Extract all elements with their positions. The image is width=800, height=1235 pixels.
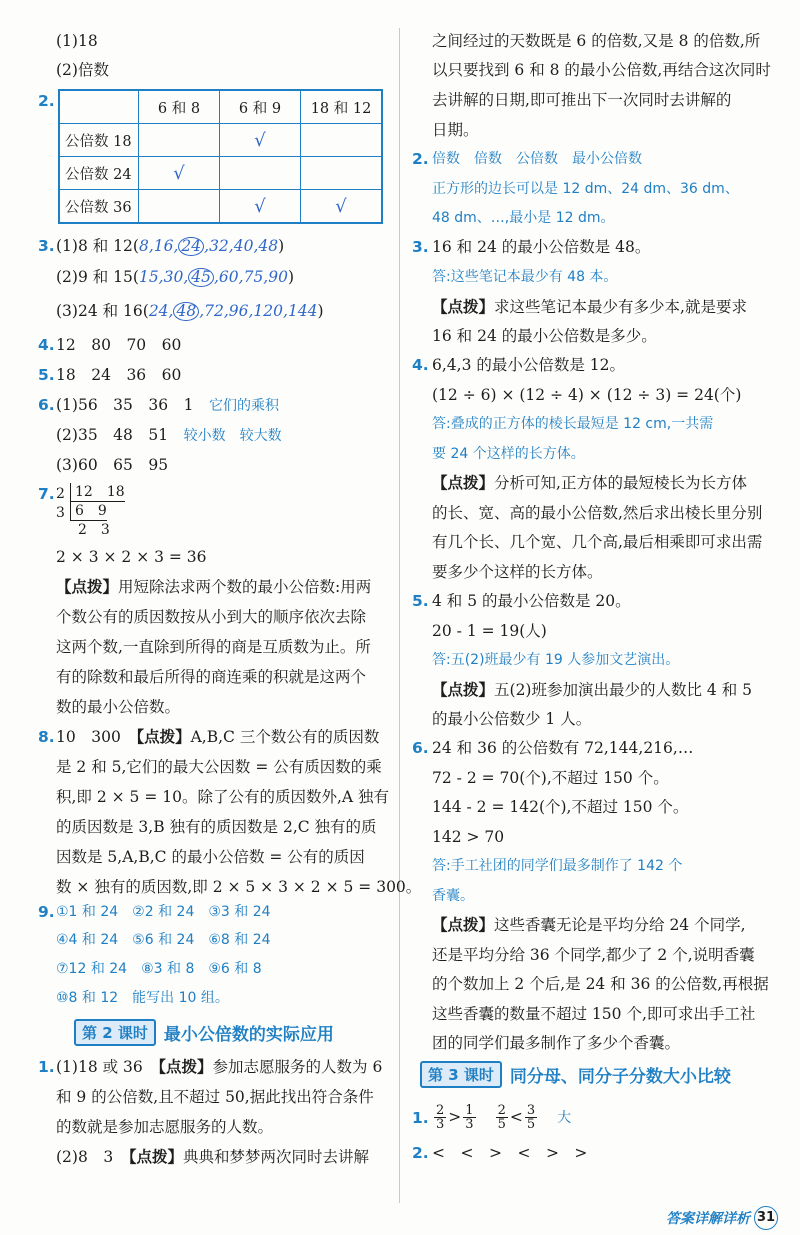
tip-text: 典典和梦梦两次同时去讲解 — [182, 1148, 369, 1166]
numerator: 3 — [526, 1102, 536, 1118]
q6-part1 — [56, 394, 279, 417]
division-row: 6 9 — [70, 502, 107, 521]
fraction — [525, 1104, 537, 1131]
q5-equation: 20 - 1 = 19(人) — [432, 622, 547, 640]
q5-number: 5. — [412, 592, 429, 610]
tip-label: 【点拨】 — [432, 297, 495, 316]
q4-statement: 6,4,3 的最小公倍数是 12。 — [432, 356, 626, 374]
tip-label: 【点拨】 — [432, 473, 495, 492]
table-cell — [301, 157, 383, 190]
q6-part3: (3)60 65 95 — [56, 456, 169, 474]
numerator: 2 — [436, 1102, 445, 1118]
fraction — [496, 1104, 508, 1131]
tip-text: 的质因数是 3,B 独有的质因数是 2,C 独有的质 — [56, 818, 377, 836]
table-row — [59, 190, 382, 224]
tip-text: 用短除法求两个数的最小公倍数:用两 — [118, 578, 372, 596]
tip-continued: 去讲解的日期,即可推出下一次同时去讲解的 — [432, 91, 732, 109]
tip-text: 团的同学们最多制作了多少个香囊。 — [432, 1034, 681, 1052]
tip-text: 有几个长、几个宽、几个高,最后相乘即可求出需 — [432, 533, 763, 551]
table-header: 18 和 12 — [301, 90, 383, 124]
tip-text: 五(2)班参加演出最少的人数比 4 和 5 — [494, 681, 752, 699]
tip-text: 参加志愿服务的人数为 6 — [212, 1058, 383, 1076]
tip-label: 【点拨】 — [432, 680, 495, 699]
tip-label: 【点拨】 — [432, 915, 495, 934]
tip-text: 16 和 24 的最小公倍数是多少。 — [432, 327, 657, 345]
tip-text: 和 9 的公倍数,且不超过 50,据此找出符合条件 — [56, 1088, 374, 1106]
comparison-sign: > — [448, 1108, 462, 1126]
q9-line4: ⑩8 和 12 能写出 10 组。 — [56, 990, 229, 1006]
q7-tip — [56, 576, 371, 598]
common-multiple-table — [58, 89, 383, 224]
tip-label: 【点拨】 — [128, 1147, 183, 1166]
page-number: 31 — [754, 1206, 778, 1230]
tip-text: 还是平均分给 36 个同学,都少了 2 个,说明香囊 — [432, 946, 755, 964]
q5-tip — [432, 679, 752, 701]
q6-part2 — [56, 424, 282, 447]
q6-answer: 答:手工社团的同学们最多制作了 142 个 — [432, 858, 683, 874]
q9-number: 9. — [38, 903, 55, 921]
q9-line3: ⑦12 和 24 ⑧3 和 8 ⑨6 和 8 — [56, 961, 262, 977]
handwritten-answer: ,32,40,48 — [204, 237, 279, 255]
table-row — [59, 157, 382, 190]
q6-number: 6. — [412, 739, 429, 757]
q6b-text: (2)35 48 51 — [56, 426, 169, 444]
fraction-comparison — [432, 1098, 571, 1136]
q6-number: 6. — [38, 396, 55, 414]
tip-continued: 以只要找到 6 和 8 的最小公倍数,再结合这次同时 — [432, 61, 771, 79]
q4-tip — [432, 472, 747, 494]
q8-answer — [56, 726, 379, 748]
tip-text: 的最小公倍数少 1 人。 — [432, 710, 592, 728]
denominator: 5 — [526, 1116, 536, 1132]
division-row: 12 18 — [70, 483, 125, 502]
q6-statement: 24 和 36 的公倍数有 72,144,216,… — [432, 739, 694, 757]
p1-line4 — [56, 1146, 369, 1168]
q6-tip — [432, 914, 746, 936]
tip-text: 有的除数和最后所得的商连乘的积就是这两个 — [56, 668, 367, 686]
table-header: 6 和 8 — [139, 90, 220, 124]
q6a-answer: 它们的乘积 — [209, 398, 280, 414]
q3b-close: ) — [287, 268, 295, 286]
table-cell — [139, 190, 220, 224]
l3-q1-answer: 大 — [557, 1110, 572, 1126]
q4-answer: 答:叠成的正方体的棱长最短是 12 cm,一共需 — [432, 416, 714, 432]
tip-text: 分析可知,正方体的最短棱长为长方体 — [494, 474, 747, 492]
p1-line1 — [56, 1056, 382, 1078]
table-row — [59, 124, 382, 157]
q3a-close: ) — [278, 237, 285, 255]
fraction — [434, 1104, 446, 1131]
tip-text: 积,即 2 × 5 = 10。除了公有的质因数外,A 独有 — [56, 788, 390, 806]
tip-text: 是 2 和 5,它们的最大公因数 = 公有质因数的乘 — [56, 758, 382, 776]
table-row-label: 公倍数 36 — [59, 190, 139, 224]
p1d-answer: (2)8 3 — [56, 1148, 114, 1166]
table-cell: √ — [220, 124, 301, 157]
lesson-badge: 第 3 课时 — [420, 1061, 502, 1088]
l3-q1-number: 1. — [412, 1109, 429, 1127]
tip-label: 【点拨】 — [158, 1057, 213, 1076]
tip-text: 数的最小公倍数。 — [56, 698, 181, 716]
circled-answer: 45 — [188, 268, 214, 287]
q2-answer-detail: 48 dm、…,最小是 12 dm。 — [432, 210, 615, 226]
q7-number: 7. — [38, 485, 55, 503]
tip-text: 数 × 独有的质因数,即 2 × 5 × 3 × 2 × 5 = 300。 — [56, 878, 422, 896]
q6-comparison: 142 > 70 — [432, 828, 505, 846]
lesson-title: 同分母、同分子分数大小比较 — [509, 1066, 731, 1087]
tip-text: 这两个数,一直除到所得的商是互质数为止。所 — [56, 638, 371, 656]
q3-part1 — [56, 235, 284, 257]
lesson-3-header — [420, 1060, 731, 1088]
q4-number: 4. — [412, 356, 429, 374]
tip-label: 【点拨】 — [56, 577, 119, 596]
table-cell — [220, 157, 301, 190]
table-header: 6 和 9 — [220, 90, 301, 124]
handwritten-answer: 24, — [148, 302, 174, 320]
handwritten-answer: 8,16, — [138, 237, 179, 255]
tip-label: 【点拨】 — [136, 727, 191, 746]
q3c-text: (3)24 和 16( — [56, 302, 149, 320]
circled-answer: 24 — [178, 237, 204, 256]
q3-tip — [432, 296, 747, 318]
q3-part2 — [56, 266, 294, 288]
tip-text: 的长、宽、高的最小公倍数,然后求出棱长里分别 — [432, 504, 763, 522]
q6-answer: 香囊。 — [432, 888, 474, 904]
q7-equation: 2 × 3 × 2 × 3 = 36 — [56, 548, 207, 566]
p1-number: 1. — [38, 1058, 55, 1076]
lesson-badge: 第 2 课时 — [74, 1019, 156, 1046]
table-corner — [59, 90, 139, 124]
handwritten-answer: ,60,75,90 — [214, 268, 288, 286]
lesson-title: 最小公倍数的实际应用 — [163, 1024, 334, 1045]
comparison-sign: < — [509, 1108, 523, 1126]
tip-text: 因数是 5,A,B,C 的最小公倍数 = 公有的质因 — [56, 848, 365, 866]
q3-statement: 16 和 24 的最小公倍数是 48。 — [432, 238, 651, 256]
numerator: 2 — [497, 1102, 506, 1118]
denominator: 5 — [497, 1116, 506, 1132]
table-row-label: 公倍数 24 — [59, 157, 139, 190]
q3b-text: (2)9 和 15( — [56, 268, 139, 286]
l3-q2-answer: < < > < > > — [432, 1144, 588, 1162]
l3-q2-number: 2. — [412, 1144, 429, 1162]
table-cell: √ — [139, 157, 220, 190]
tip-text: 的个数加上 2 个后,是 24 和 36 的公倍数,再根据 — [432, 975, 769, 993]
tip-text: 个数公有的质因数按从小到大的顺序依次去除 — [56, 608, 367, 626]
q5-answer: 18 24 36 60 — [56, 366, 182, 384]
column-divider — [399, 28, 400, 1203]
q5-statement: 4 和 5 的最小公倍数是 20。 — [432, 592, 631, 610]
q4-number: 4. — [38, 336, 55, 354]
p1a-answer: (1)18 或 36 — [56, 1058, 143, 1076]
q3a-text: (1)8 和 12( — [56, 237, 139, 255]
table-cell — [301, 124, 383, 157]
q6-equation: 72 - 2 = 70(个),不超过 150 个。 — [432, 769, 669, 787]
divisor: 2 — [56, 486, 65, 502]
q5-number: 5. — [38, 366, 55, 384]
circled-answer: 48 — [173, 302, 199, 321]
table-cell — [139, 124, 220, 157]
tip-text: 要多少个这样的长方体。 — [432, 563, 603, 581]
q2-answer: 倍数 倍数 公倍数 最小公倍数 — [432, 151, 642, 167]
table-cell: √ — [301, 190, 383, 224]
tip-text: 求这些笔记本最少有多少本,就是要求 — [494, 298, 747, 316]
q4-equation: (12 ÷ 6) × (12 ÷ 4) × (12 ÷ 3) = 24(个) — [432, 386, 742, 404]
handwritten-answer: 15,30, — [138, 268, 189, 286]
q9-line2: ④4 和 24 ⑤6 和 24 ⑥8 和 24 — [56, 932, 271, 948]
denominator: 3 — [465, 1116, 474, 1132]
q1-part1: (1)18 — [56, 32, 98, 50]
footer-label: 答案详解详析 — [666, 1211, 750, 1227]
q4-answer: 要 24 个这样的长方体。 — [432, 446, 585, 462]
tip-continued: 之间经过的天数既是 6 的倍数,又是 8 的倍数,所 — [432, 32, 761, 50]
q6b-answer: 较小数 较大数 — [183, 428, 282, 444]
q8-number: 8. — [38, 728, 55, 746]
page-footer — [666, 1206, 778, 1230]
numerator: 1 — [465, 1102, 474, 1118]
tip-text: 这些香囊的数量不超过 150 个,即可求出手工社 — [432, 1005, 756, 1023]
q4-answer: 12 80 70 60 — [56, 336, 182, 354]
q3-answer: 答:这些笔记本最少有 48 本。 — [432, 269, 618, 285]
divisor: 3 — [56, 505, 65, 521]
q3-number: 3. — [412, 238, 429, 256]
q8-values: 10 300 — [56, 728, 121, 746]
q6a-text: (1)56 35 36 1 — [56, 396, 194, 414]
q3-part3 — [56, 300, 324, 322]
table-row-label: 公倍数 18 — [59, 124, 139, 157]
q6-equation: 144 - 2 = 142(个),不超过 150 个。 — [432, 798, 689, 816]
q9-line1: ①1 和 24 ②2 和 24 ③3 和 24 — [56, 904, 271, 920]
fraction — [463, 1104, 475, 1131]
denominator: 3 — [436, 1116, 445, 1132]
q1-part2: (2)倍数 — [56, 61, 109, 79]
q3c-close: ) — [317, 302, 324, 320]
tip-text: 的数就是参加志愿服务的人数。 — [56, 1118, 274, 1136]
handwritten-answer: ,72,96,120,144 — [199, 302, 318, 320]
q2-answer-detail: 正方形的边长可以是 12 dm、24 dm、36 dm、 — [432, 181, 739, 197]
tip-continued: 日期。 — [432, 121, 479, 139]
division-quotient: 2 3 — [78, 522, 110, 538]
q5-answer: 答:五(2)班最少有 19 人参加文艺演出。 — [432, 652, 680, 668]
lesson-2-header — [74, 1018, 334, 1046]
q2-number: 2. — [38, 92, 55, 110]
tip-text: 这些香囊无论是平均分给 24 个同学, — [494, 916, 746, 934]
q3-number: 3. — [38, 237, 55, 255]
q2-number: 2. — [412, 150, 429, 168]
table-header-row — [59, 90, 382, 124]
tip-text: A,B,C 三个数公有的质因数 — [190, 728, 380, 746]
table-cell: √ — [220, 190, 301, 224]
